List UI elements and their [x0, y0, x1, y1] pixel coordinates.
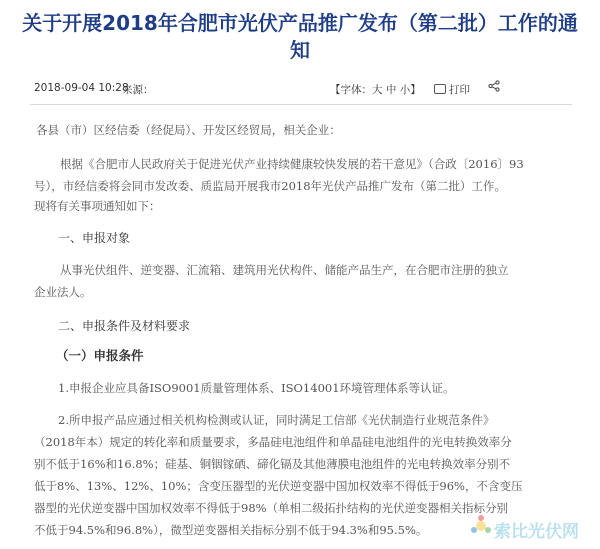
- intro-line: 现将有关事项通知如下：: [34, 199, 161, 213]
- print-button[interactable]: [434, 82, 470, 97]
- page-title: 关于开展2018年合肥市光伏产品推广发布（第二批）工作的通知: [22, 11, 578, 62]
- site-watermark: [468, 513, 586, 543]
- subsection-heading: （一）申报条件: [56, 348, 144, 363]
- print-label: 打印: [449, 84, 470, 96]
- list-item-continuation: 器型的光伏逆变器中国加权效率不得低于98%（单相二级拓扑结构的光伏逆变器相关指标分别: [34, 501, 509, 515]
- source-label: 来源：: [122, 84, 154, 96]
- section-text: 从事光伏组件、逆变器、汇流箱、建筑用光伏构件、储能产品生产，在合肥市注册的独立: [60, 263, 509, 277]
- list-item-continuation: （2018年本）规定的转化率和质量要求，多晶硅电池组件和单晶硅电池组件的光电转换效率分: [34, 435, 512, 449]
- font-size-medium-link[interactable]: 中: [385, 84, 397, 96]
- salutation: 各县（市）区经信委（经促局）、开发区经贸局，相关企业：: [36, 123, 341, 137]
- list-item-continuation: 别不低于16%和16.8%；硅基、铜铟镓硒、碲化镉及其他薄膜电池组件的光电转换效率分别不: [34, 457, 511, 471]
- font-size-switcher: [330, 82, 421, 97]
- header-divider: [30, 104, 572, 105]
- solar-logo-icon: [468, 513, 494, 539]
- list-item-continuation: 不低于94.5%和96.8%），微型逆变器相关指标分别不低于94.3%和95.5%。: [34, 523, 428, 537]
- font-size-open: 【字体：: [330, 84, 372, 96]
- font-size-small-link[interactable]: 小: [399, 84, 411, 96]
- section-heading: 一、申报对象: [58, 231, 131, 245]
- list-item-continuation: 低于8%、13%、12%、10%；含变压器型的光伏逆变器中国加权效率不得低于96%，不含变压: [34, 479, 523, 493]
- section-text: 企业法人。: [34, 285, 92, 299]
- printer-icon: [434, 84, 446, 94]
- intro-line: 根据《合肥市人民政府关于促进光伏产业持续健康较快发展的若干意见》（合政〔2016〕93: [60, 157, 524, 171]
- list-item: 1.申报企业应具备ISO9001质量管理体系、ISO14001环境管理体系等认证。: [58, 381, 455, 395]
- watermark-text: 索比光伏网: [494, 522, 579, 542]
- font-size-close: 】: [410, 84, 421, 96]
- list-item: 2.所申报产品应通过相关机构检测或认证，同时满足工信部《光伏制造行业规范条件》: [58, 413, 495, 427]
- share-icon-glyph: [488, 80, 500, 92]
- intro-line: 号），市经信委将会同市发改委、质监局开展我市2018年光伏产品推广发布（第二批）工作。: [34, 179, 507, 193]
- section-heading: 二、申报条件及材料要求: [58, 319, 191, 333]
- article-meta: [0, 80, 600, 98]
- font-size-large-link[interactable]: 大: [372, 84, 383, 96]
- publish-date: 2018-09-04 10:28: [34, 82, 129, 94]
- share-icon[interactable]: [488, 80, 500, 95]
